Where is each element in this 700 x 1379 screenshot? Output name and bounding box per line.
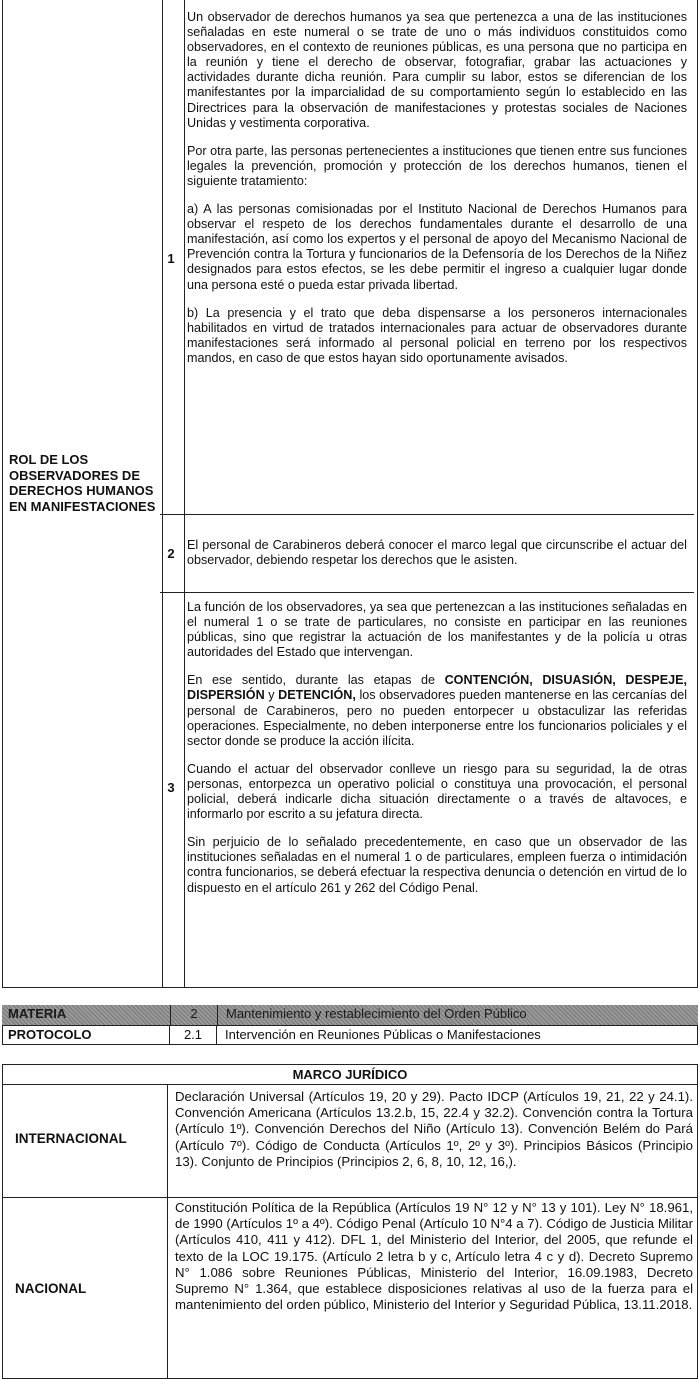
protocolo-text: Intervención en Reuniones Públicas o Manifestaciones <box>225 1027 541 1042</box>
paragraph: b) La presencia y el trato que deba dispensarse a los personeros internacionales habilitados en virtud de tratados internacionales para actuar de observadores durante manifestaciones será informado al personal policial en terreno por los respectivos mandos, en caso de que estos hayan sido oportunamente avisados. <box>187 305 687 365</box>
marco-row-internacional <box>3 1085 697 1197</box>
paragraph: La función de los observadores, ya sea que pertenezcan a las instituciones señaladas en el numeral 1 o se trate de particulares, no consiste en participar en las reuniones públicas, sino que registrar la actuación de los manifestantes y de la policía u otras autoridades del Estado que intervengan. <box>187 600 687 660</box>
paragraph: Cuando el actuar del observador conlleve un riesgo para su seguridad, la de otras personas, entorpezca un operativo policial o constituya una provocación, el personal policial, deberá indicarle dicha situación directamente o a través de altavoces, e informarlo por escrito a su jefatura directa. <box>187 761 687 822</box>
protocolo-row <box>2 1025 698 1045</box>
item-number: 2 <box>167 546 175 561</box>
stages-intro: En ese sentido, durante las etapas de <box>187 673 435 688</box>
item-number: 1 <box>167 251 175 266</box>
marco-row-label: INTERNACIONAL <box>15 1131 127 1146</box>
stage-label: DISUASIÓN, <box>542 673 616 688</box>
item-number: 3 <box>167 780 175 795</box>
stages-rest: los observadores pueden mantenerse en las cercanías del personal de Carabineros, pero no pueden entorpecer u obstaculizar las referidas operaciones. Especialmente, no deben interponerse entre los funcionarios policiales y el sector donde se produce la acción ilícita. <box>187 688 688 748</box>
materia-text: Mantenimiento y restablecimiento del Orden Público <box>226 1006 527 1021</box>
materia-row <box>2 1005 698 1025</box>
item-content <box>187 10 687 379</box>
paragraph: Sin perjuicio de lo señalado precedentemente, en caso que un observador de las instituciones señaladas en el numeral 1 o de particulares, empleen fuerza o intimidación contra funcionarios, se deberá efectuar la respectiva denuncia o detención en virtud de lo dispuesto en el artículo 261 y 262 del Código Penal. <box>187 835 687 895</box>
materia-protocolo-table <box>2 1005 698 1045</box>
paragraph: Un observador de derechos humanos ya sea que pertenezca a una de las instituciones señaladas en este numeral o se trate de uno o más individuos constituidos como observadores, en el contexto de reuniones públicas, es una persona que no participa en la reunión y tiene el derecho de observar, fotografiar, grabar las actuaciones y actividades durante dicha reunión. Para cumplir su labor, estos se diferencian de los manifestantes por la imparcialidad de su comportamiento según lo establecido en las Directrices para la observación de manifestaciones y protestas sociales de Naciones Unidas y vestimenta corporativa. <box>187 10 687 130</box>
rol-label: ROL DE LOS OBSERVADORES DE DERECHOS HUMANOS EN MANIFESTACIONES <box>9 452 156 514</box>
stage-label: DESPEJE, <box>625 673 688 688</box>
rol-item-2 <box>160 514 694 592</box>
paragraph: Por otra parte, las personas pertenecientes a instituciones que tienen entre sus funciones legales la prevención, promoción y protección de los derechos humanos, tienen el siguiente tratamiento: <box>187 143 687 188</box>
rol-item-1 <box>160 0 694 514</box>
rol-item-3 <box>160 592 694 988</box>
paragraph: a) A las personas comisionadas por el Instituto Nacional de Derechos Humanos para observar el respeto de los derechos fundamentales durante el desarrollo de una manifestación, así como los expertos y el personal de apoyo del Mecanismo Nacional de Prevención contra la Tortura y funcionarios de la Defensoría de los Derechos de la Niñez designados para estos efectos, se les debe permitir el ingreso a cualquier lugar donde una persona esté o pueda estar privada libertad. <box>187 202 687 292</box>
marco-juridico-title: MARCO JURÍDICO <box>3 1065 697 1085</box>
protocolo-number: 2.1 <box>169 1026 217 1044</box>
materia-number: 2 <box>170 1005 218 1025</box>
materia-label: MATERIA <box>8 1006 67 1021</box>
rol-label-column <box>3 0 163 987</box>
stages-connector: y <box>268 688 275 703</box>
item-content <box>187 538 687 581</box>
stage-label: DETENCIÓN, <box>278 688 356 703</box>
marco-row-text: Constitución Política de la República (Artículos 19 N° 12 y N° 13 y 101). Ley N° 18.961, de 1990 (Artículos 1º a 4º). Código Penal (Artículo 10 N°4 a 7). Código de Justicia Militar (Artículos 410, 411 y 412). DFL 1, del Ministerio del Interior, del 2005, que refunde el texto de la LOC 19.175. (Artículo 2 letra b y c, Artículo letra 4 c y d). Decreto Supremo N° 1.086 sobre Reuniones Públicas, Ministerio del Interior, 16.09.1983, Decreto Supremo N° 1.364, que establece disposiciones relativas al uso de la fuerza para el mantenimiento del orden público, Ministerio del Interior y Seguridad Pública, 13.11.2018. <box>175 1200 693 1313</box>
marco-row-nacional <box>3 1197 697 1378</box>
marco-juridico-table <box>2 1064 698 1379</box>
stage-label: CONTENCIÓN, <box>444 673 533 688</box>
stages-paragraph <box>187 673 687 748</box>
marco-row-text: Declaración Universal (Artículos 19, 20 y 29). Pacto IDCP (Artículos 19, 21, 22 y 24.1). Convención Americana (Artículos 13.2.b, 15, 22.4 y 32.2). Convención contra la Tortura (Artículo 1º). Convención Derechos del Niño (Artículo 13). Convención Belém do Pará (Artículo 7º). Código de Conducta (Artículos 1º, 2º y 3º). Principios Básicos (Principio 13). Conjunto de Principios (Principios 2, 6, 8, 10, 12, 16,). <box>175 1089 693 1169</box>
item-content <box>187 600 687 909</box>
marco-row-label: NACIONAL <box>15 1281 87 1296</box>
paragraph: El personal de Carabineros deberá conocer el marco legal que circunscribe el actuar del observador, debiendo respetar los derechos que le asisten. <box>187 538 687 568</box>
protocolo-label: PROTOCOLO <box>8 1027 92 1042</box>
stage-label: DISPERSIÓN <box>187 688 265 703</box>
